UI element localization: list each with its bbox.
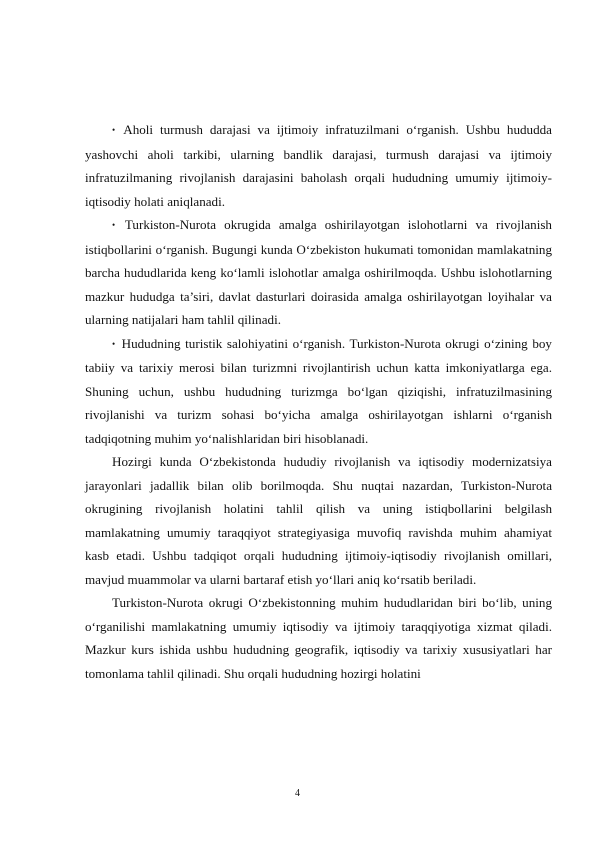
bullet-icon: • [112, 125, 116, 135]
paragraph-text: Aholi turmush darajasi va ijtimoiy infratuzilmani o‘rganish. Ushbu hududda yashovchi aholi tarkibi, ularning bandlik darajasi, turmush darajasi va ijtimoiy infratuzilmaning rivojlanish darajasini baholash orqali hududning umumiy ijtimoiy-iqtisodiy holati aniqlanadi. [85, 122, 552, 209]
page-number: 4 [295, 788, 300, 799]
bullet-icon: • [112, 220, 116, 230]
bullet-icon: • [112, 338, 116, 349]
body-text [85, 118, 552, 685]
paragraph-text: Hududning turistik salohiyatini o‘rganish. Turkiston-Nurota okrugi o‘zining boy tabiiy va tarixiy merosi bilan turizmni rivojlantirish uchun katta imkoniyatlarga ega. Shuning uchun, ushbu hududning turizmga bo‘lgan qiziqishi, infratuzilmasining rivojlanishi va turizm sohasi bo‘yicha amalga oshirilayotgan ishlarni o‘rganish tadqiqotning muhim yo‘nalishlaridan biri hisoblanadi. [85, 335, 552, 446]
paragraph-text: Hozirgi kunda O‘zbekistonda hududiy rivojlanish va iqtisodiy modernizatsiya jarayonlari jadallik bilan olib borilmoqda. Shu nuqtai nazardan, Turkiston-Nurota okrugining rivojlanish holatini tahlil qilish va uning istiqbollarini belgilash mamlakatning umumiy taraqqiyot strategiyasiga muvofiq ravishda muhim ahamiyat kasb etadi. Ushbu tadqiqot orqali hududning ijtimoiy-iqtisodiy rivojlanish omillari, mavjud muammolar va ularni bartaraf etish yo‘llari aniq ko‘rsatib beriladi. [85, 454, 552, 587]
paragraph-importance [85, 591, 552, 685]
paragraph-modernization [85, 450, 552, 591]
paragraph-living-standards [85, 118, 552, 213]
paragraph-tourism [85, 332, 552, 451]
paragraph-text: Turkiston-Nurota okrugida amalga oshirilayotgan islohotlarni va rivojlanish istiqbollarini o‘rganish. Bugungi kunda O‘zbekiston hukumati tomonidan mamlakatning barcha hududlarida keng ko‘lamli islohotlar amalga oshirilmoqda. Ushbu islohotlarning mazkur hududga ta’siri, davlat dasturlari doirasida amalga oshirilayotgan loyihalar va ularning natijalari ham tahlil qilinadi. [85, 217, 552, 327]
paragraph-reforms [85, 213, 552, 332]
paragraph-text: Turkiston-Nurota okrugi O‘zbekistonning muhim hududlaridan biri bo‘lib, uning o‘rganilishi mamlakatning umumiy iqtisodiy va ijtimoiy taraqqiyotiga xizmat qiladi. Mazkur kurs ishida ushbu hududning geografik, iqtisodiy va tarixiy xususiyatlari har tomonlama tahlil qilinadi. Shu orqali hududning hozirgi holatini [85, 595, 552, 681]
